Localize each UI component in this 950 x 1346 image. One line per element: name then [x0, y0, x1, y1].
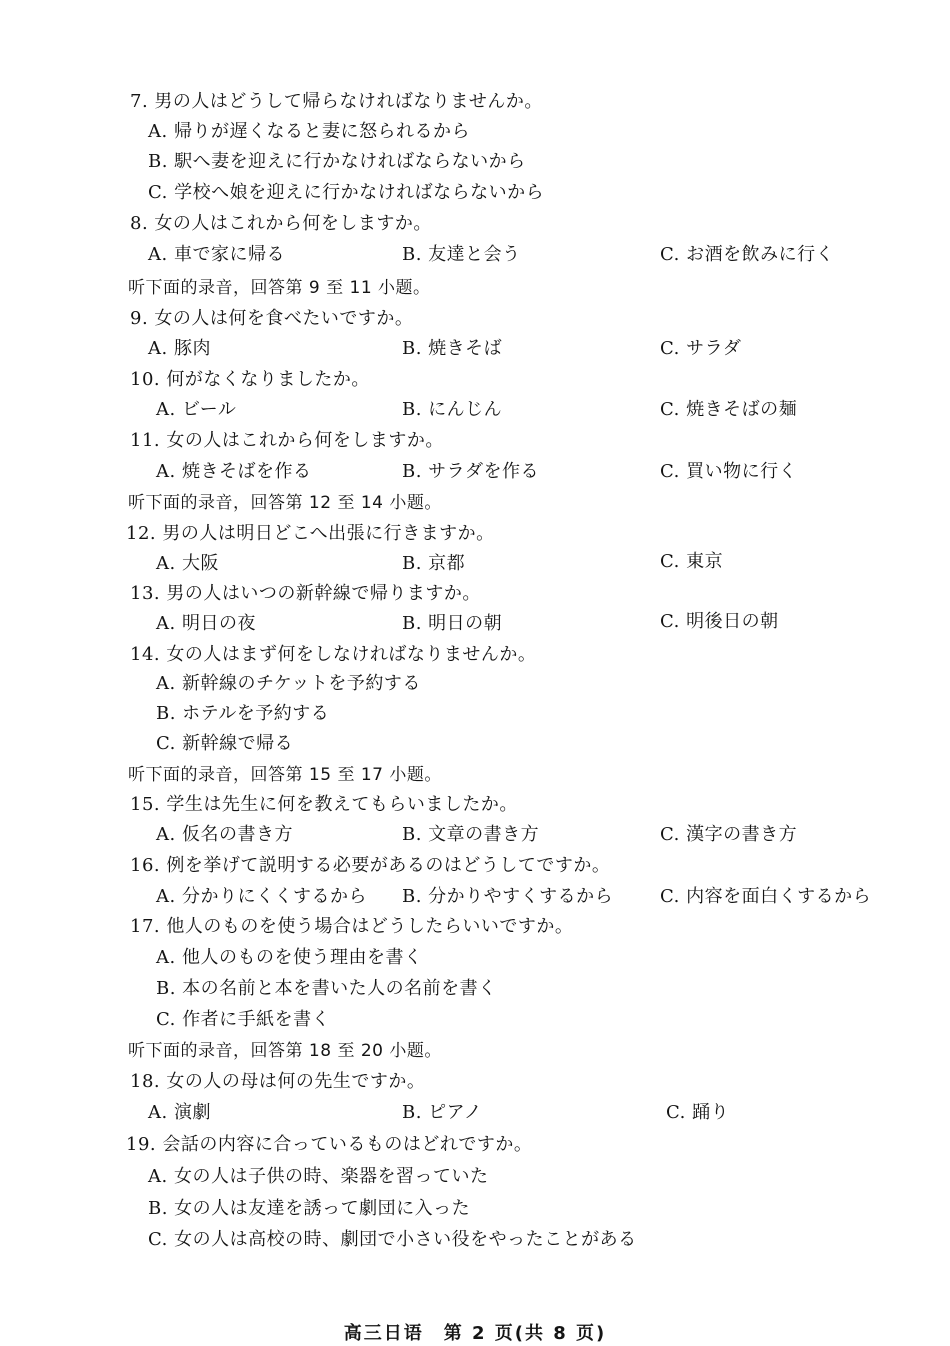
- question-16-option-c: C. 内容を面白くするから: [660, 886, 872, 907]
- question-18: 18. 女の人の母は何の先生ですか。: [130, 1071, 426, 1092]
- question-11-option-c: C. 買い物に行く: [660, 461, 798, 482]
- question-8-option-a: A. 車で家に帰る: [148, 244, 285, 265]
- question-16: 16. 例を挙げて説明する必要があるのはどうしてですか。: [130, 855, 611, 876]
- question-11-option-a: A. 焼きそばを作る: [156, 461, 312, 482]
- question-13-option-a: A. 明日の夜: [156, 613, 256, 634]
- question-18-option-b: B. ピアノ: [402, 1102, 483, 1123]
- question-15-option-b: B. 文章の書き方: [402, 824, 540, 845]
- question-19-option-b: B. 女の人は友達を誘って劇団に入った: [148, 1198, 471, 1219]
- question-12-option-a: A. 大阪: [156, 553, 219, 574]
- question-18-option-c: C. 踊り: [666, 1102, 730, 1123]
- question-10-option-c: C. 焼きそばの麺: [660, 399, 798, 420]
- question-9-option-a: A. 豚肉: [148, 338, 211, 359]
- question-13-option-b: B. 明日の朝: [402, 613, 503, 634]
- question-19-option-c: C. 女の人は高校の時、劇団で小さい役をやったことがある: [148, 1229, 637, 1250]
- section-instruction-12-14: 听下面的录音，回答第 12 至 14 小题。: [128, 493, 442, 513]
- question-17: 17. 他人のものを使う場合はどうしたらいいですか。: [130, 916, 574, 937]
- question-7-option-a: A. 帰りが遅くなると妻に怒られるから: [148, 121, 470, 142]
- question-16-option-b: B. 分かりやすくするから: [402, 886, 614, 907]
- page-footer: 高三日语 第 2 页(共 8 页): [343, 1323, 607, 1344]
- question-12-option-b: B. 京都: [402, 553, 466, 574]
- question-15-option-a: A. 仮名の書き方: [156, 824, 293, 845]
- question-17-option-c: C. 作者に手紙を書く: [156, 1009, 331, 1030]
- question-11-option-b: B. サラダを作る: [402, 461, 539, 482]
- question-15: 15. 学生は先生に何を教えてもらいましたか。: [130, 794, 518, 815]
- question-17-option-a: A. 他人のものを使う理由を書く: [156, 947, 423, 968]
- question-9-option-c: C. サラダ: [660, 338, 742, 359]
- question-14: 14. 女の人はまず何をしなければなりませんか。: [130, 644, 537, 665]
- question-14-option-c: C. 新幹線で帰る: [156, 733, 294, 754]
- question-19-option-a: A. 女の人は子供の時、楽器を習っていた: [148, 1166, 489, 1187]
- question-10-option-a: A. ビール: [156, 399, 237, 420]
- question-11: 11. 女の人はこれから何をしますか。: [130, 430, 444, 451]
- question-8-option-b: B. 友達と会う: [402, 244, 521, 265]
- question-8-option-c: C. お酒を飲みに行く: [660, 244, 835, 265]
- question-15-option-c: C. 漢字の書き方: [660, 824, 798, 845]
- question-16-option-a: A. 分かりにくくするから: [156, 886, 367, 907]
- question-18-option-a: A. 演劇: [148, 1102, 211, 1123]
- question-14-option-a: A. 新幹線のチケットを予約する: [156, 673, 421, 694]
- question-7-option-c: C. 学校へ娘を迎えに行かなければならないから: [148, 182, 545, 203]
- question-10: 10. 何がなくなりましたか。: [130, 369, 370, 390]
- section-instruction-9-11: 听下面的录音，回答第 9 至 11 小题。: [128, 278, 431, 298]
- section-instruction-18-20: 听下面的录音，回答第 18 至 20 小题。: [128, 1041, 442, 1061]
- question-14-option-b: B. ホテルを予約する: [156, 703, 330, 724]
- question-13-option-c: C. 明後日の朝: [660, 611, 779, 632]
- question-9: 9. 女の人は何を食べたいですか。: [130, 308, 414, 329]
- section-instruction-15-17: 听下面的录音，回答第 15 至 17 小题。: [128, 765, 442, 785]
- question-17-option-b: B. 本の名前と本を書いた人の名前を書く: [156, 978, 497, 999]
- question-9-option-b: B. 焼きそば: [402, 338, 503, 359]
- question-7: 7. 男の人はどうして帰らなければなりませんか。: [130, 91, 543, 112]
- question-12-option-c: C. 東京: [660, 551, 724, 572]
- question-10-option-b: B. にんじん: [402, 399, 503, 420]
- question-8: 8. 女の人はこれから何をしますか。: [130, 213, 432, 234]
- question-19: 19. 会話の内容に合っているものはどれですか。: [126, 1134, 533, 1155]
- question-7-option-b: B. 駅へ妻を迎えに行かなければならないから: [148, 151, 526, 172]
- question-13: 13. 男の人はいつの新幹線で帰りますか。: [130, 583, 481, 604]
- question-12: 12. 男の人は明日どこへ出張に行きますか。: [126, 523, 495, 544]
